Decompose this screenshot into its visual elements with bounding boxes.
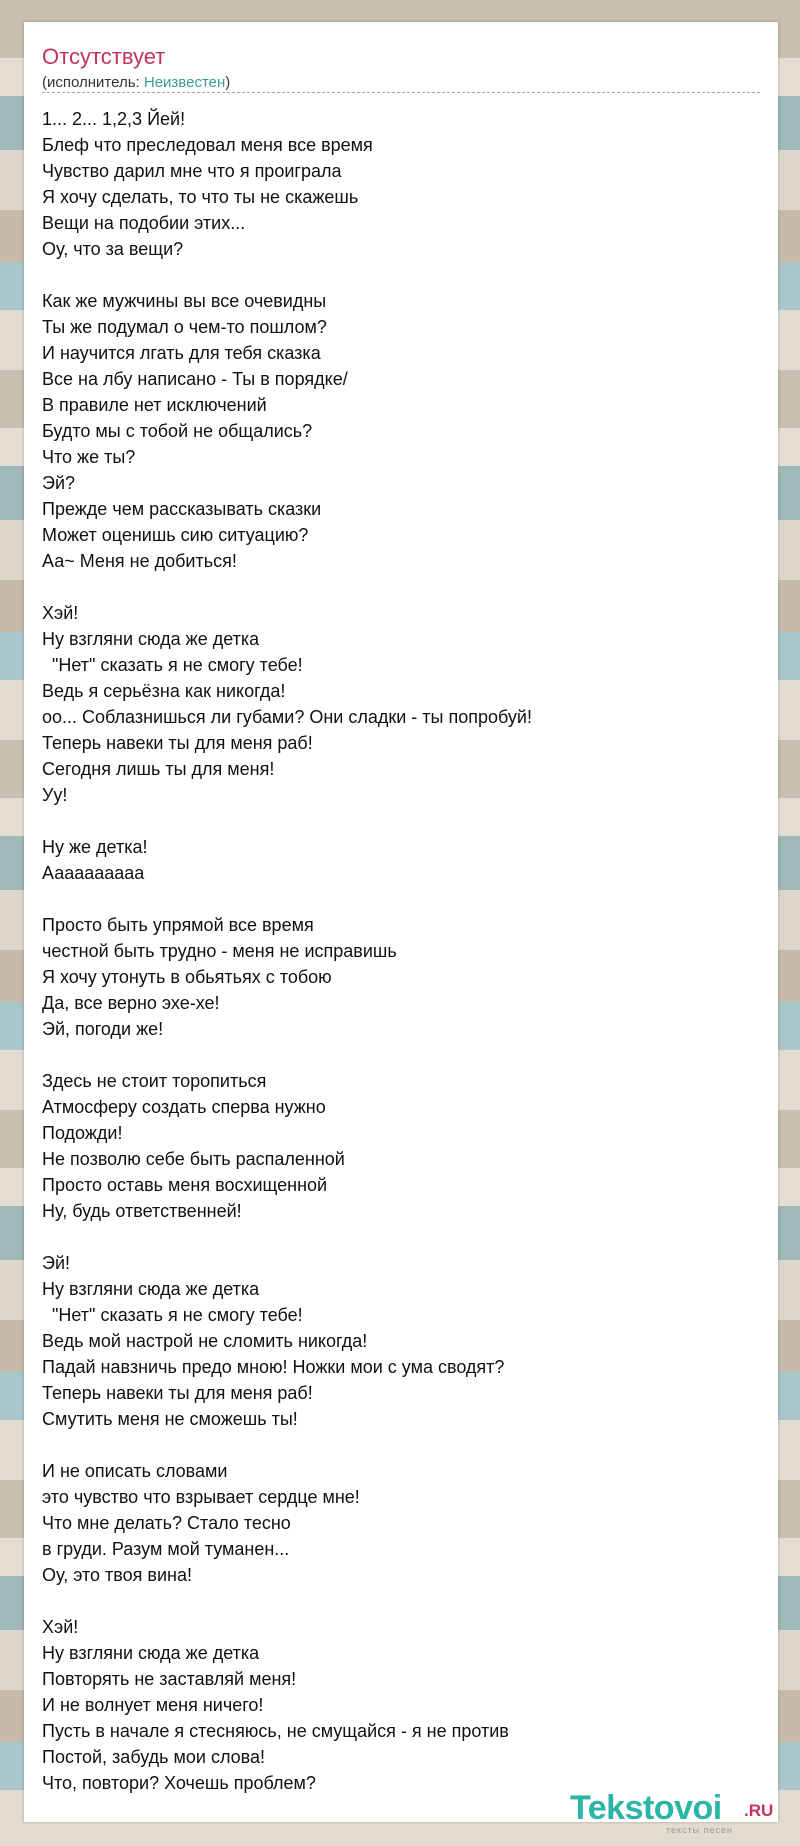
lyric-line: Постой, забудь мои слова!	[42, 1747, 266, 1767]
lyric-line: Теперь навеки ты для меня раб!	[42, 733, 313, 753]
lyric-line: Не позволю себе быть распаленной	[42, 1149, 345, 1169]
lyric-line: в груди. Разум мой туманен...	[42, 1539, 290, 1559]
lyric-line: И не волнует меня ничего!	[42, 1695, 264, 1715]
lyric-line: В правиле нет исключений	[42, 395, 267, 415]
lyric-line: Ну, будь ответственней!	[42, 1201, 242, 1221]
lyric-line: Да, все верно эхе-хе!	[42, 993, 220, 1013]
lyric-line: Подожди!	[42, 1123, 123, 1143]
lyric-line: Я хочу утонуть в обьятьях с тобою	[42, 967, 332, 987]
artist-line	[42, 74, 230, 91]
lyric-line: Ведь я серьёзна как никогда!	[42, 681, 286, 701]
lyric-line: Я хочу сделать, то что ты не скажешь	[42, 187, 359, 207]
lyric-line: Будто мы с тобой не общались?	[42, 421, 313, 441]
lyric-line: "Нет" сказать я не смогу тебе!	[42, 655, 303, 675]
stanza-break	[42, 574, 742, 600]
lyric-line: Здесь не стоит торопиться	[42, 1071, 267, 1091]
lyric-line: Чувство дарил мне что я проиграла	[42, 161, 342, 181]
stanza-break	[42, 1588, 742, 1614]
lyric-line: Как же мужчины вы все очевидны	[42, 291, 327, 311]
lyric-line: Аа~ Меня не добиться!	[42, 551, 237, 571]
stanza-break	[42, 1432, 742, 1458]
artist-suffix: )	[225, 74, 231, 91]
lyric-line: Может оценишь сию ситуацию?	[42, 525, 309, 545]
lyric-line: Что же ты?	[42, 447, 136, 467]
stanza-break	[42, 1042, 742, 1068]
lyric-line: Ты же подумал о чем-то пошлом?	[42, 317, 327, 337]
stanza-break	[42, 1224, 742, 1250]
lyric-line: Ну взгляни сюда же детка	[42, 629, 260, 649]
logo-tagline: тексты песен	[666, 1825, 734, 1835]
lyrics-card	[24, 22, 778, 1835]
lyric-line: Что мне делать? Стало тесно	[42, 1513, 291, 1533]
lyric-line: Эй!	[42, 1253, 70, 1273]
lyric-line: Аааааааааа	[42, 863, 145, 883]
artist-prefix: (исполнитель:	[42, 74, 144, 91]
lyric-line: Оу, это твоя вина!	[42, 1565, 192, 1585]
lyric-line: Пусть в начале я стесняюсь, не смущайся - я не против	[42, 1721, 509, 1741]
lyric-line: Повторять не заставляй меня!	[42, 1669, 297, 1689]
lyric-line: честной быть трудно - меня не исправишь	[42, 941, 397, 961]
lyric-line: Хэй!	[42, 603, 79, 623]
lyric-line: Ведь мой настрой не сломить никогда!	[42, 1331, 368, 1351]
lyric-line: Сегодня лишь ты для меня!	[42, 759, 275, 779]
header-divider	[42, 92, 760, 93]
stanza-break	[42, 808, 742, 834]
lyric-line: Смутить меня не сможешь ты!	[42, 1409, 298, 1429]
stanza-break	[42, 262, 742, 288]
lyric-line: "Нет" сказать я не смогу тебе!	[42, 1305, 303, 1325]
logo-domain: .RU	[744, 1801, 774, 1820]
lyric-line: И не описать словами	[42, 1461, 228, 1481]
lyric-line: Просто оставь меня восхищенной	[42, 1175, 328, 1195]
lyric-line: 1... 2... 1,2,3 Йей!	[42, 109, 186, 129]
lyric-line: Просто быть упрямой все время	[42, 915, 314, 935]
stanza-break	[42, 886, 742, 912]
lyric-line: Что, повтори? Хочешь проблем?	[42, 1773, 316, 1793]
lyric-line: И научится лгать для тебя сказка	[42, 343, 321, 363]
song-title: Отсутствует	[42, 44, 166, 69]
lyric-line: Ну взгляни сюда же детка	[42, 1279, 260, 1299]
lyric-line: Оу, что за вещи?	[42, 239, 184, 259]
lyric-line: Блеф что преследовал меня все время	[42, 135, 373, 155]
lyric-line: Эй, погоди же!	[42, 1019, 164, 1039]
artist-link[interactable]: Неизвестен	[143, 74, 226, 91]
lyric-line: Уу!	[42, 785, 68, 805]
lyric-line: Атмосферу создать сперва нужно	[42, 1097, 326, 1117]
site-logo[interactable]	[570, 1789, 774, 1835]
lyric-line: Падай навзничь предо мною! Ножки мои с ума сводят?	[42, 1357, 505, 1377]
lyric-line: Все на лбу написано - Ты в порядке/	[42, 369, 348, 389]
lyric-line: Вещи на подобии этих...	[42, 213, 246, 233]
lyric-line: оо... Соблазнишься ли губами? Они сладки - ты попробуй!	[42, 707, 532, 727]
lyric-line: Ну же детка!	[42, 837, 148, 857]
lyric-line: Эй?	[42, 473, 76, 493]
lyric-line: Ну взгляни сюда же детка	[42, 1643, 260, 1663]
lyric-line: Теперь навеки ты для меня раб!	[42, 1383, 313, 1403]
lyric-line: Хэй!	[42, 1617, 79, 1637]
lyrics-text	[42, 106, 742, 1796]
logo-wordmark: Tekstovoi	[570, 1789, 722, 1827]
lyric-line: Прежде чем рассказывать сказки	[42, 499, 322, 519]
lyric-line: это чувство что взрывает сердце мне!	[42, 1487, 360, 1507]
